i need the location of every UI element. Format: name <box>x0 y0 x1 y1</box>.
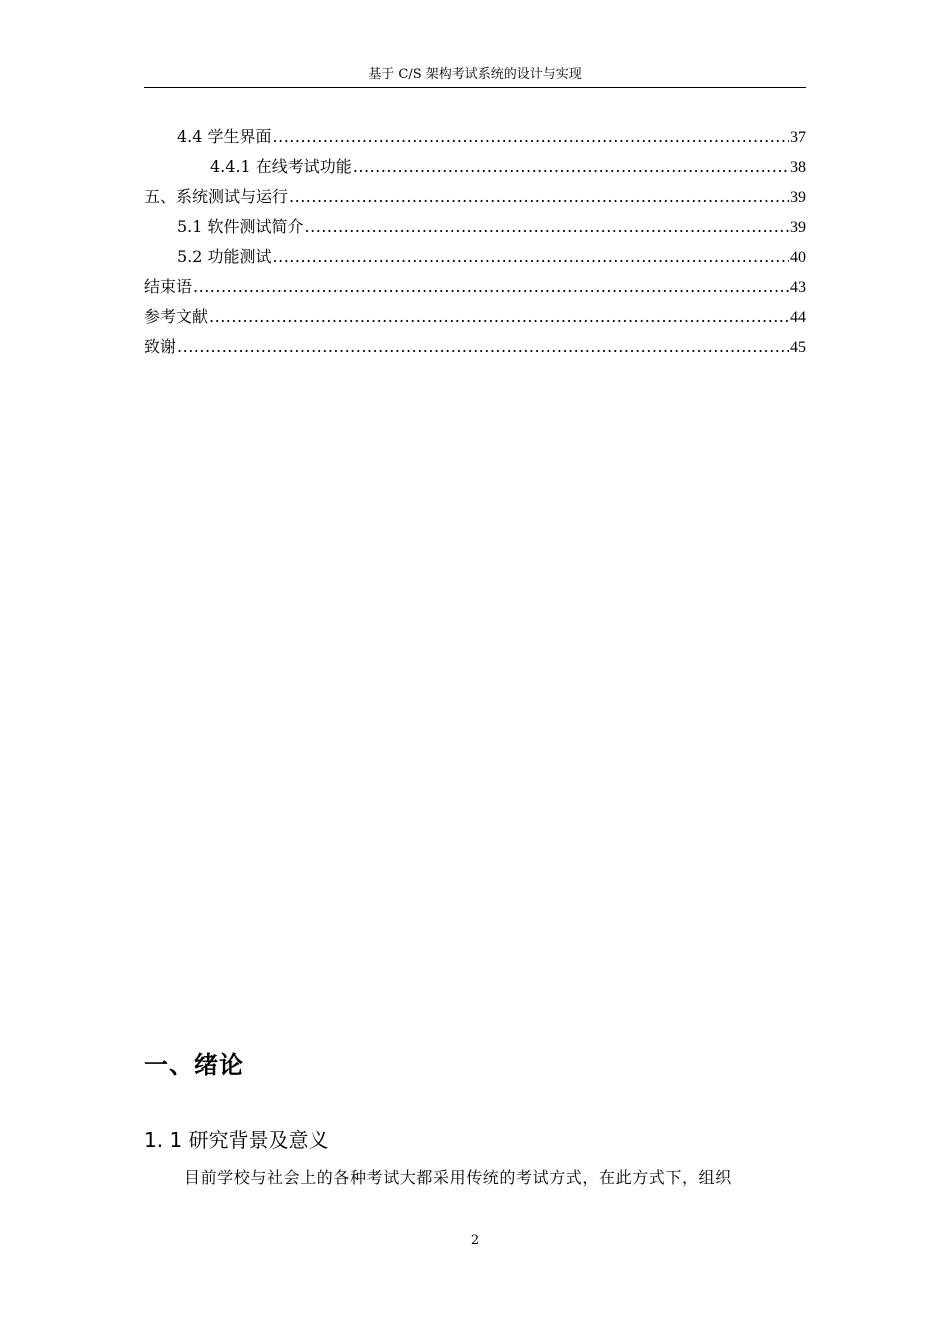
toc-entry[interactable] <box>144 274 806 304</box>
chapter-heading: 一、绪论 <box>144 1051 244 1079</box>
body-paragraph: 目前学校与社会上的各种考试大都采用传统的考试方式，在此方式下，组织 <box>184 1168 732 1187</box>
toc-dot-leader <box>273 244 789 270</box>
toc-entry-page: 39 <box>790 219 806 236</box>
section-heading: 1. 1 研究背景及意义 <box>144 1128 329 1152</box>
page-number: 2 <box>470 1233 480 1248</box>
toc-dot-leader <box>289 184 789 210</box>
toc-dot-leader <box>353 154 789 180</box>
toc-entry[interactable] <box>144 184 806 214</box>
toc-dot-leader <box>177 334 789 360</box>
table-of-contents <box>144 124 806 364</box>
toc-entry-title: 五、系统测试与运行 <box>144 187 289 206</box>
toc-entry[interactable] <box>144 304 806 334</box>
toc-entry[interactable] <box>144 214 806 244</box>
toc-entry[interactable] <box>144 334 806 364</box>
toc-dot-leader <box>273 124 789 150</box>
toc-entry-title: 参考文献 <box>144 307 209 326</box>
header-title: 基于 C/S 架构考试系统的设计与实现 <box>368 67 582 82</box>
toc-entry-page: 43 <box>790 279 806 296</box>
toc-entry-page: 44 <box>790 309 806 326</box>
toc-entry-title: 结束语 <box>144 277 193 296</box>
toc-dot-leader <box>209 304 789 330</box>
toc-entry-title: 致谢 <box>144 337 177 356</box>
toc-dot-leader <box>193 274 789 300</box>
toc-entry-title: 4.4.1 在线考试功能 <box>210 157 352 176</box>
toc-entry[interactable] <box>144 124 806 154</box>
toc-entry-page: 37 <box>790 129 806 146</box>
toc-entry-page: 38 <box>790 159 806 176</box>
toc-entry-page: 39 <box>790 189 806 206</box>
toc-entry[interactable] <box>144 154 806 184</box>
toc-entry[interactable] <box>144 244 806 274</box>
toc-dot-leader <box>305 214 789 240</box>
toc-entry-title: 5.2 功能测试 <box>177 247 272 266</box>
toc-entry-title: 5.1 软件测试简介 <box>177 217 304 236</box>
page-header <box>144 66 806 88</box>
toc-entry-page: 40 <box>790 249 806 266</box>
toc-entry-title: 4.4 学生界面 <box>177 127 272 146</box>
toc-entry-page: 45 <box>790 339 806 356</box>
